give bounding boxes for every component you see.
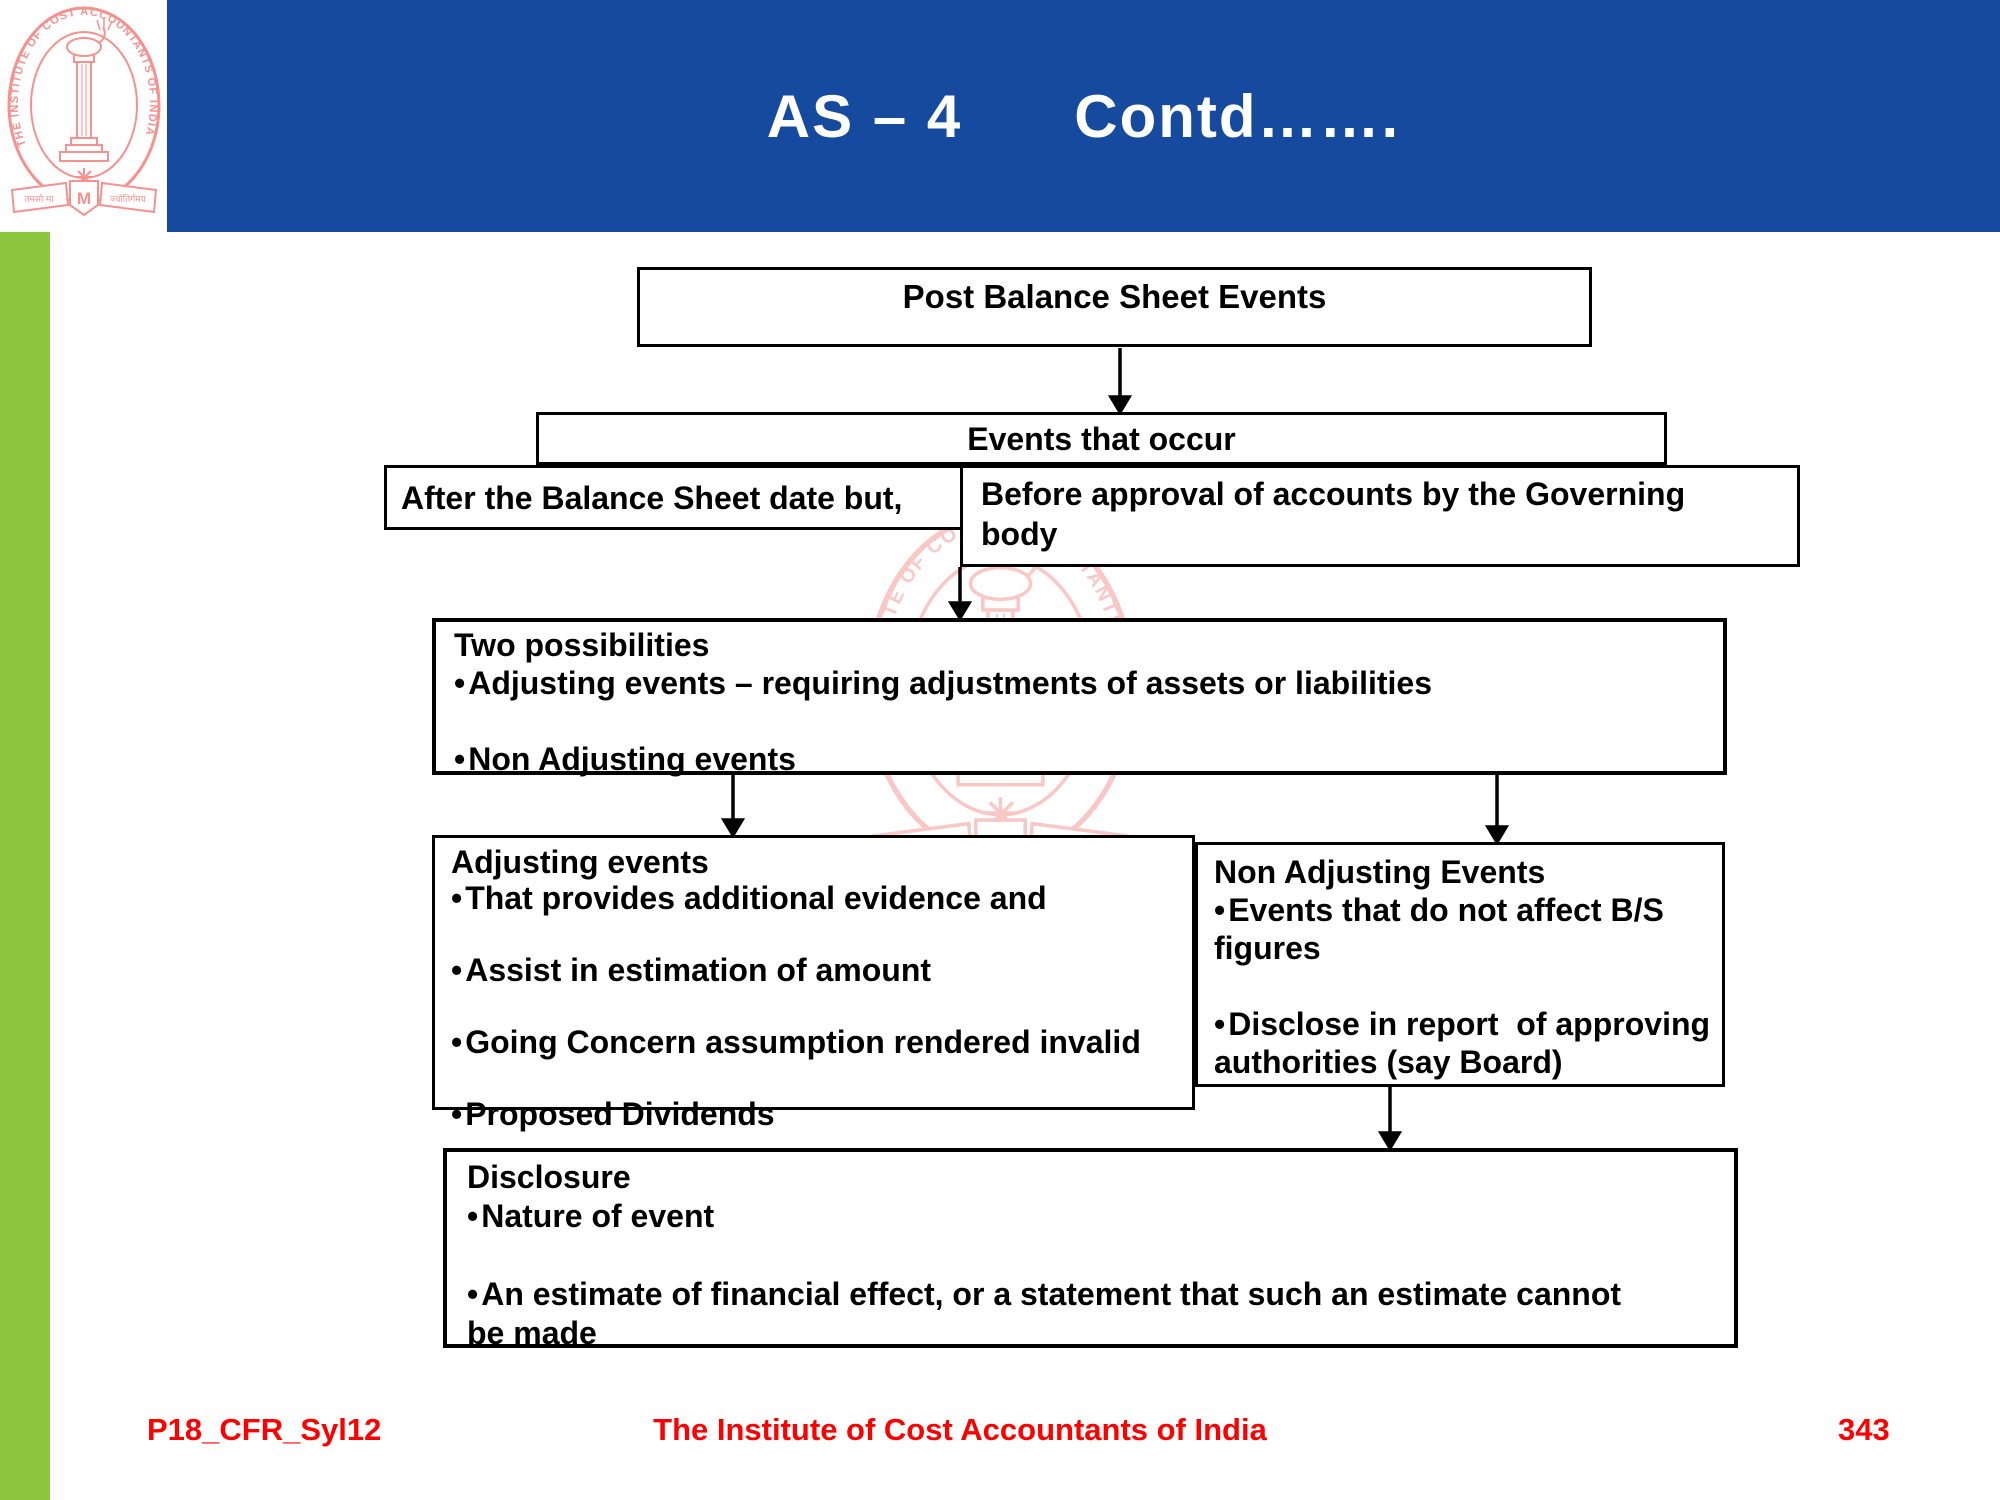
blank-line [467, 1236, 1734, 1275]
logo-motto-left: तमसो मा [24, 194, 54, 204]
box-title: Adjusting events [451, 844, 709, 880]
footer-institute-name: The Institute of Cost Accountants of India [653, 1412, 1267, 1447]
box-title: Events that occur [967, 421, 1236, 457]
bullet-item-wrap: authorities (say Board) [1214, 1044, 1563, 1080]
bullet-item: • Nature of event [467, 1197, 1734, 1236]
bullet-item: • Going Concern assumption rendered invalid [451, 1024, 1192, 1060]
box-adjusting-events [432, 835, 1195, 1132]
footer-course-code: P18_CFR_Syl12 [147, 1412, 382, 1447]
box-title: Non Adjusting Events [1214, 854, 1546, 890]
box-non-adjusting-events [1195, 842, 1725, 1087]
bullet-item-wrap: be made [467, 1315, 597, 1351]
logo-monogram: M [76, 189, 92, 208]
blank-line [451, 1060, 1192, 1096]
box-text: After the Balance Sheet date but, [401, 480, 903, 516]
blank-line [1214, 967, 1722, 1005]
bullet-item: • Non Adjusting events [454, 740, 1723, 778]
box-text: body [981, 516, 1058, 552]
box-title: Two possibilities [454, 627, 710, 663]
box-disclosure [443, 1148, 1738, 1351]
footer-page-number: 343 [1838, 1412, 1890, 1447]
blank-line [451, 988, 1192, 1024]
logo-ring-text: THE INSTITUTE OF COST ACCOUNTANTS OF INDIA [8, 5, 160, 149]
blank-line [454, 702, 1723, 740]
bullet-item: • Assist in estimation of amount [451, 952, 1192, 988]
slide-title: AS – 4 Contd……. [766, 82, 1401, 150]
blank-line [451, 916, 1192, 952]
box-title: Post Balance Sheet Events [902, 278, 1327, 315]
bullet-item: • Proposed Dividends [451, 1096, 1192, 1132]
logo-motto-right: ज्योतिर्गमय [110, 194, 146, 204]
box-before-approval [960, 465, 1800, 567]
bullet-item-wrap: figures [1214, 930, 1321, 966]
box-events-that-occur [536, 412, 1667, 465]
box-two-possibilities [432, 618, 1727, 775]
bullet-item: • That provides additional evidence and [451, 880, 1192, 916]
box-text: Before approval of accounts by the Governing [981, 476, 1686, 512]
bullet-item: • Events that do not affect B/S [1214, 891, 1722, 929]
box-after-balance-sheet-date [384, 465, 965, 530]
box-post-balance-sheet-events [637, 267, 1592, 347]
box-title: Disclosure [467, 1159, 631, 1195]
bullet-item: • Adjusting events – requiring adjustments of assets or liabilities [454, 664, 1723, 702]
bullet-item: • An estimate of financial effect, or a statement that such an estimate cannot [467, 1275, 1734, 1314]
bullet-item: • Disclose in report of approving [1214, 1005, 1722, 1043]
